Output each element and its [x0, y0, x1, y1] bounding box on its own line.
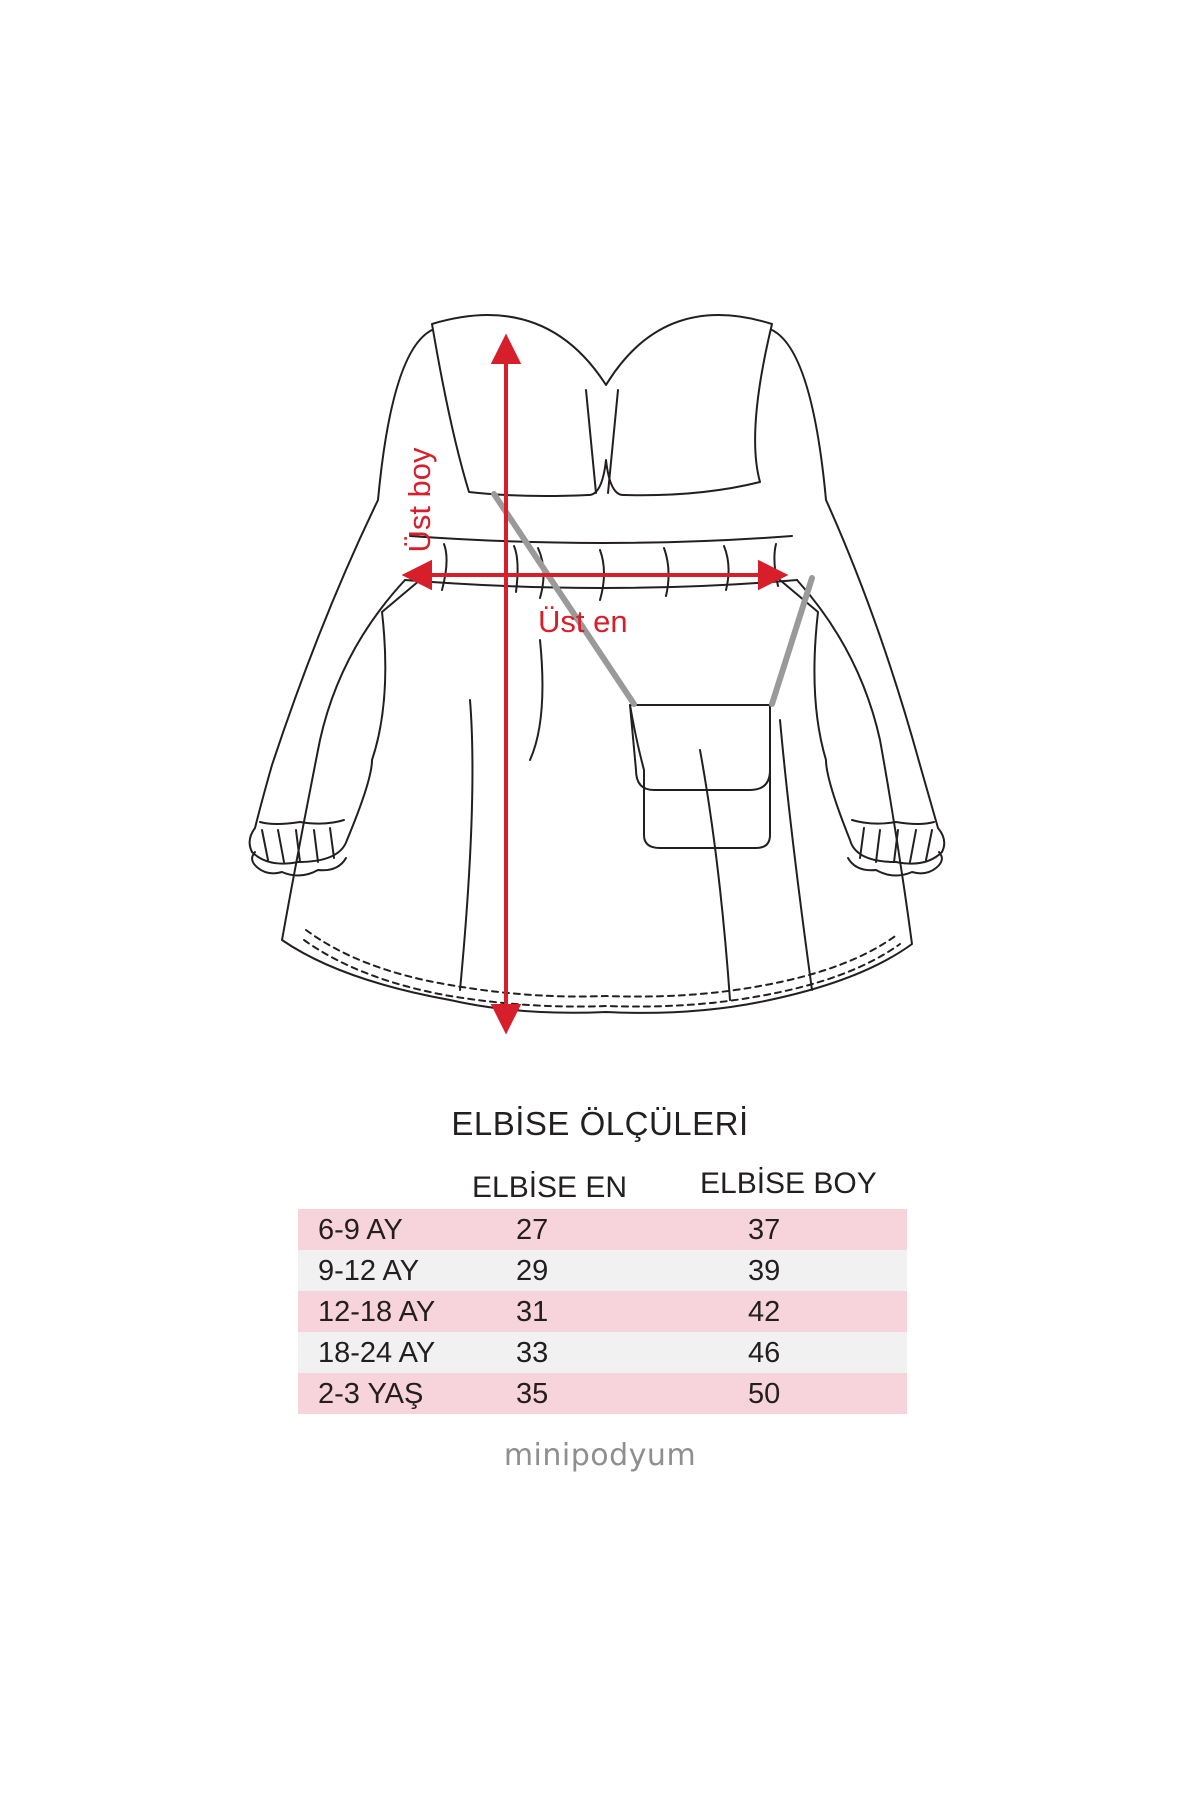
en-cell: 31: [516, 1296, 549, 1328]
bag-body: [630, 705, 770, 848]
boy-cell: 39: [748, 1255, 781, 1287]
column-header-boy: ELBİSE BOY: [700, 1167, 877, 1200]
boy-cell: 46: [748, 1337, 781, 1369]
right-sleeve: [772, 330, 944, 864]
table-row: [298, 1373, 907, 1414]
table-row: [298, 1332, 907, 1373]
ust-en-label: Üst en: [538, 604, 628, 639]
size-cell: 12-18 AY: [318, 1296, 436, 1328]
boy-cell: 37: [748, 1214, 781, 1246]
bag-strap-left: [494, 494, 634, 704]
en-cell: 33: [516, 1337, 549, 1369]
column-header-en: ELBİSE EN: [472, 1171, 628, 1204]
ust-boy-label: Üst boy: [402, 447, 437, 553]
boy-cell: 42: [748, 1296, 781, 1328]
size-cell: 9-12 AY: [318, 1255, 420, 1287]
size-cell: 2-3 YAŞ: [318, 1378, 424, 1410]
bag-strap-right: [772, 578, 812, 704]
en-cell: 35: [516, 1378, 549, 1410]
table-row: [298, 1209, 907, 1250]
brand-logo: minipodyum: [503, 1438, 697, 1473]
en-cell: 29: [516, 1255, 549, 1287]
collar-outline: [432, 315, 772, 496]
left-sleeve: [250, 330, 432, 864]
table-row: [298, 1250, 907, 1291]
en-cell: 27: [516, 1214, 549, 1246]
size-cell: 6-9 AY: [318, 1214, 403, 1246]
size-table: [298, 1209, 907, 1414]
boy-cell: 50: [748, 1378, 781, 1410]
table-row: [298, 1291, 907, 1332]
size-table-title: ELBİSE ÖLÇÜLERİ: [451, 1105, 749, 1142]
bag-flap: [630, 705, 770, 790]
size-cell: 18-24 AY: [318, 1337, 436, 1369]
